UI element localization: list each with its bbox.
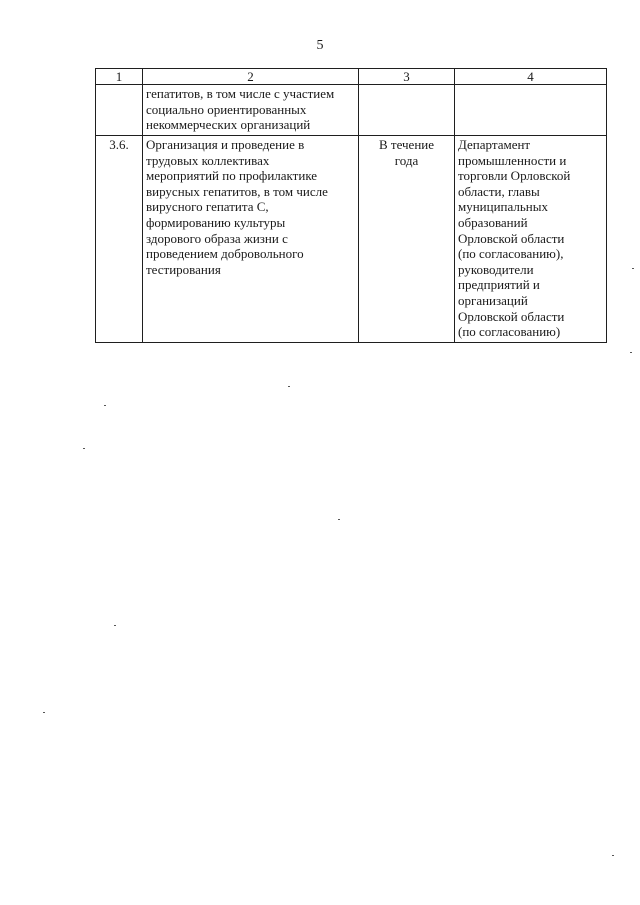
text-line: некоммерческих организаций [146, 117, 311, 133]
text-line: торговли Орловской [458, 168, 571, 184]
text-line: руководители [458, 261, 534, 277]
text-line: мероприятий по профилактике [146, 168, 318, 184]
text-line: муниципальных [458, 199, 549, 215]
header-col-2: 2 [143, 69, 359, 85]
cell-activity [143, 85, 359, 136]
cell-responsible [455, 85, 607, 136]
text-line: года [394, 152, 419, 168]
text-line: социально ориентированных [146, 101, 307, 117]
scan-speck [83, 448, 85, 449]
text-line: Орловской области [458, 308, 565, 324]
header-col-4: 4 [455, 69, 607, 85]
cell-number: 3.6. [96, 136, 143, 343]
table-row-continued [96, 85, 607, 136]
text-line: организаций [458, 292, 528, 308]
text-line: Организация и проведение в [146, 137, 305, 152]
text-line: Орловской области [458, 230, 565, 246]
text-line: тестирования [146, 261, 221, 277]
header-col-1: 1 [96, 69, 143, 85]
text-line: формированию культуры [146, 214, 286, 230]
scan-speck [338, 519, 340, 520]
cell-term [359, 136, 455, 343]
table-row-3-6 [96, 136, 607, 343]
cell-number [96, 85, 143, 136]
scan-speck [104, 405, 106, 406]
plan-table [95, 68, 607, 343]
scan-speck [288, 386, 290, 387]
page-number: 5 [316, 38, 324, 53]
scan-speck [114, 625, 116, 626]
text-line: (по согласованию), [458, 246, 564, 262]
text-line: Департамент [458, 137, 531, 152]
text-line: проведением добровольного [146, 246, 304, 262]
cell-activity [143, 136, 359, 343]
scan-speck [630, 352, 632, 353]
text-line: гепатитов, в том числе с участием [146, 86, 335, 101]
table-header-row [96, 69, 607, 85]
text-line: здорового образа жизни с [146, 230, 288, 246]
text-line: вирусных гепатитов, в том числе [146, 183, 328, 199]
text-line: области, главы [458, 183, 540, 199]
text-line: предприятий и [458, 277, 540, 293]
scan-speck [612, 855, 614, 856]
text-line: образований [458, 214, 528, 230]
text-line: трудовых коллективах [146, 152, 270, 168]
text-line: В течение [378, 137, 435, 152]
header-col-3: 3 [359, 69, 455, 85]
text-line: промышленности и [458, 152, 567, 168]
scan-speck [632, 268, 634, 269]
text-line: (по согласованию) [458, 324, 561, 340]
cell-term [359, 85, 455, 136]
text-line: вирусного гепатита С, [146, 199, 269, 215]
cell-responsible [455, 136, 607, 343]
scan-speck [43, 712, 45, 713]
